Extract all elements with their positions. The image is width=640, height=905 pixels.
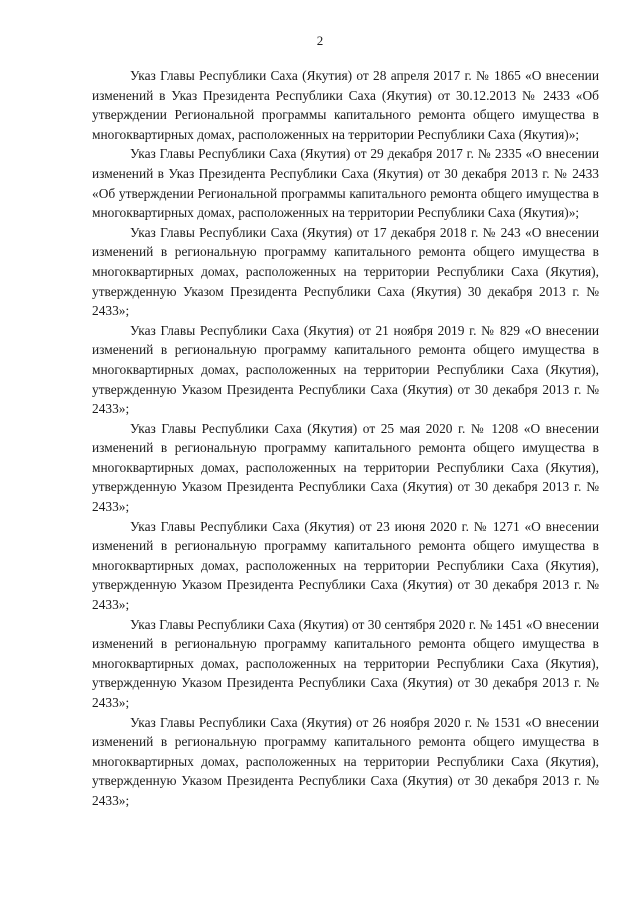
decree-paragraph-2: Указ Главы Республики Саха (Якутия) от 29 декабря 2017 г. № 2335 «О внесении изменений в Указ Президента Республики Саха (Якутия) от 30 декабря 2013 г. № 2433 «Об утверждении Региональной программы капитального ремонта общего имущества в многоквартирных домах, расположенных на территории Республики Саха (Якутия)»; xyxy=(92,146,599,221)
decree-paragraph-7: Указ Главы Республики Саха (Якутия) от 30 сентября 2020 г. № 1451 «О внесении изменений в региональную программу капитального ремонта общего имущества в многоквартирных домах, расположенных на территории Республики Саха (Якутия), утвержденную Указом Президента Республики Саха (Якутия) от 30 декабря 2013 г. № 2433»; xyxy=(92,616,599,710)
decree-paragraph-8: Указ Главы Республики Саха (Якутия) от 26 ноября 2020 г. № 1531 «О внесении изменений в региональную программу капитального ремонта общего имущества в многоквартирных домах, расположенных на территории Республики Саха (Якутия), утвержденную Указом Президента Республики Саха (Якутия) от 30 декабря 2013 г. № 2433»; xyxy=(92,714,599,808)
page-number: 2 xyxy=(316,33,324,48)
decree-paragraph-4: Указ Главы Республики Саха (Якутия) от 21 ноября 2019 г. № 829 «О внесении изменений в региональную программу капитального ремонта общего имущества в многоквартирных домах, расположенных на территории Республики Саха (Якутия), утвержденную Указом Президента Республики Саха (Якутия) от 30 декабря 2013 г. № 2433»; xyxy=(92,322,599,417)
decree-paragraph-5: Указ Главы Республики Саха (Якутия) от 25 мая 2020 г. № 1208 «О внесении изменений в региональную программу капитального ремонта общего имущества в многоквартирных домах, расположенных на территории Республики Саха (Якутия), утвержденную Указом Президента Республики Саха (Якутия) от 30 декабря 2013 г. № 2433»; xyxy=(92,420,599,515)
decree-paragraph-1: Указ Главы Республики Саха (Якутия) от 28 апреля 2017 г. № 1865 «О внесении изменений в Указ Президента Республики Саха (Якутия) от 30.12.2013 № 2433 «Об утверждении Региональной программы капитального ремонта общего имущества в многоквартирных домах, расположенных на территории Республики Саха (Якутия)»; xyxy=(92,68,599,142)
decree-paragraph-6: Указ Главы Республики Саха (Якутия) от 23 июня 2020 г. № 1271 «О внесении изменений в региональную программу капитального ремонта общего имущества в многоквартирных домах, расположенных на территории Республики Саха (Якутия), утвержденную Указом Президента Республики Саха (Якутия) от 30 декабря 2013 г. № 2433»; xyxy=(92,518,599,613)
document-body xyxy=(92,66,599,811)
decree-paragraph-3: Указ Главы Республики Саха (Якутия) от 17 декабря 2018 г. № 243 «О внесении изменений в региональную программу капитального ремонта общего имущества в многоквартирных домах, расположенных на территории Республики Саха (Якутия), утвержденную Указом Президента Республики Саха (Якутия) 30 декабря 2013 г. № 2433»; xyxy=(92,224,599,319)
